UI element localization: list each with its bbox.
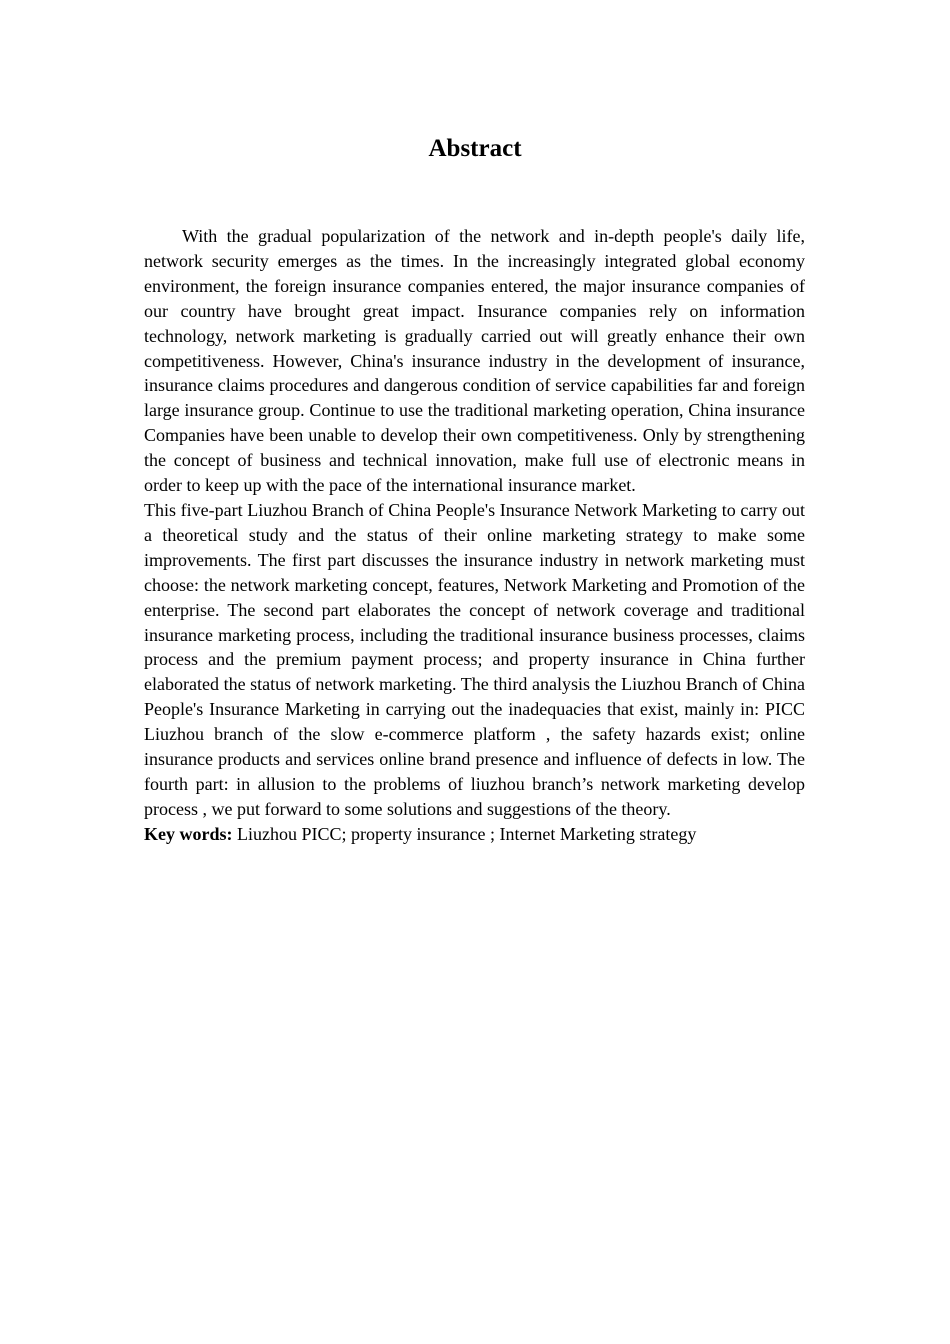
keywords-text: Liuzhou PICC; property insurance ; Internet Marketing strategy (232, 823, 697, 844)
abstract-body (144, 224, 805, 847)
keywords-line (144, 822, 805, 847)
abstract-paragraph-2: This five-part Liuzhou Branch of China People's Insurance Network Marketing to carry out a theoretical study and the status of their online marketing strategy to make some improvements. The first part discusses the insurance industry in network marketing must choose: the network marketing concept, features, Network Marketing and Promotion of the enterprise. The second part elaborates the concept of network coverage and traditional insurance marketing process, including the traditional insurance business processes, claims process and the premium payment process; and property insurance in China further elaborated the status of network marketing. The third analysis the Liuzhou Branch of China People's Insurance Marketing in carrying out the inadequacies that exist, mainly in: PICC Liuzhou branch of the slow e-commerce platform , the safety hazards exist; online insurance products and services online brand presence and influence of defects in low. The fourth part: in allusion to the problems of liuzhou branch’s network marketing develop process , we put forward to some solutions and suggestions of the theory. (144, 499, 805, 819)
abstract-paragraph-1: With the gradual popularization of the network and in-depth people's daily life, network security emerges as the times. In the increasingly integrated global economy environment, the foreign insurance companies entered, the major insurance companies of our country have brought great impact. Insurance companies rely on information technology, network marketing is gradually carried out will greatly enhance their own competitiveness. However, China's insurance industry in the development of insurance, insurance claims procedures and dangerous condition of service capabilities far and foreign large insurance group. Continue to use the traditional marketing operation, China insurance Companies have been unable to develop their own competitiveness. Only by strengthening the concept of business and technical innovation, make full use of electronic means in order to keep up with the pace of the international insurance market. (144, 226, 805, 496)
abstract-title: Abstract (428, 135, 522, 162)
keywords-label: Key words: (144, 823, 233, 844)
